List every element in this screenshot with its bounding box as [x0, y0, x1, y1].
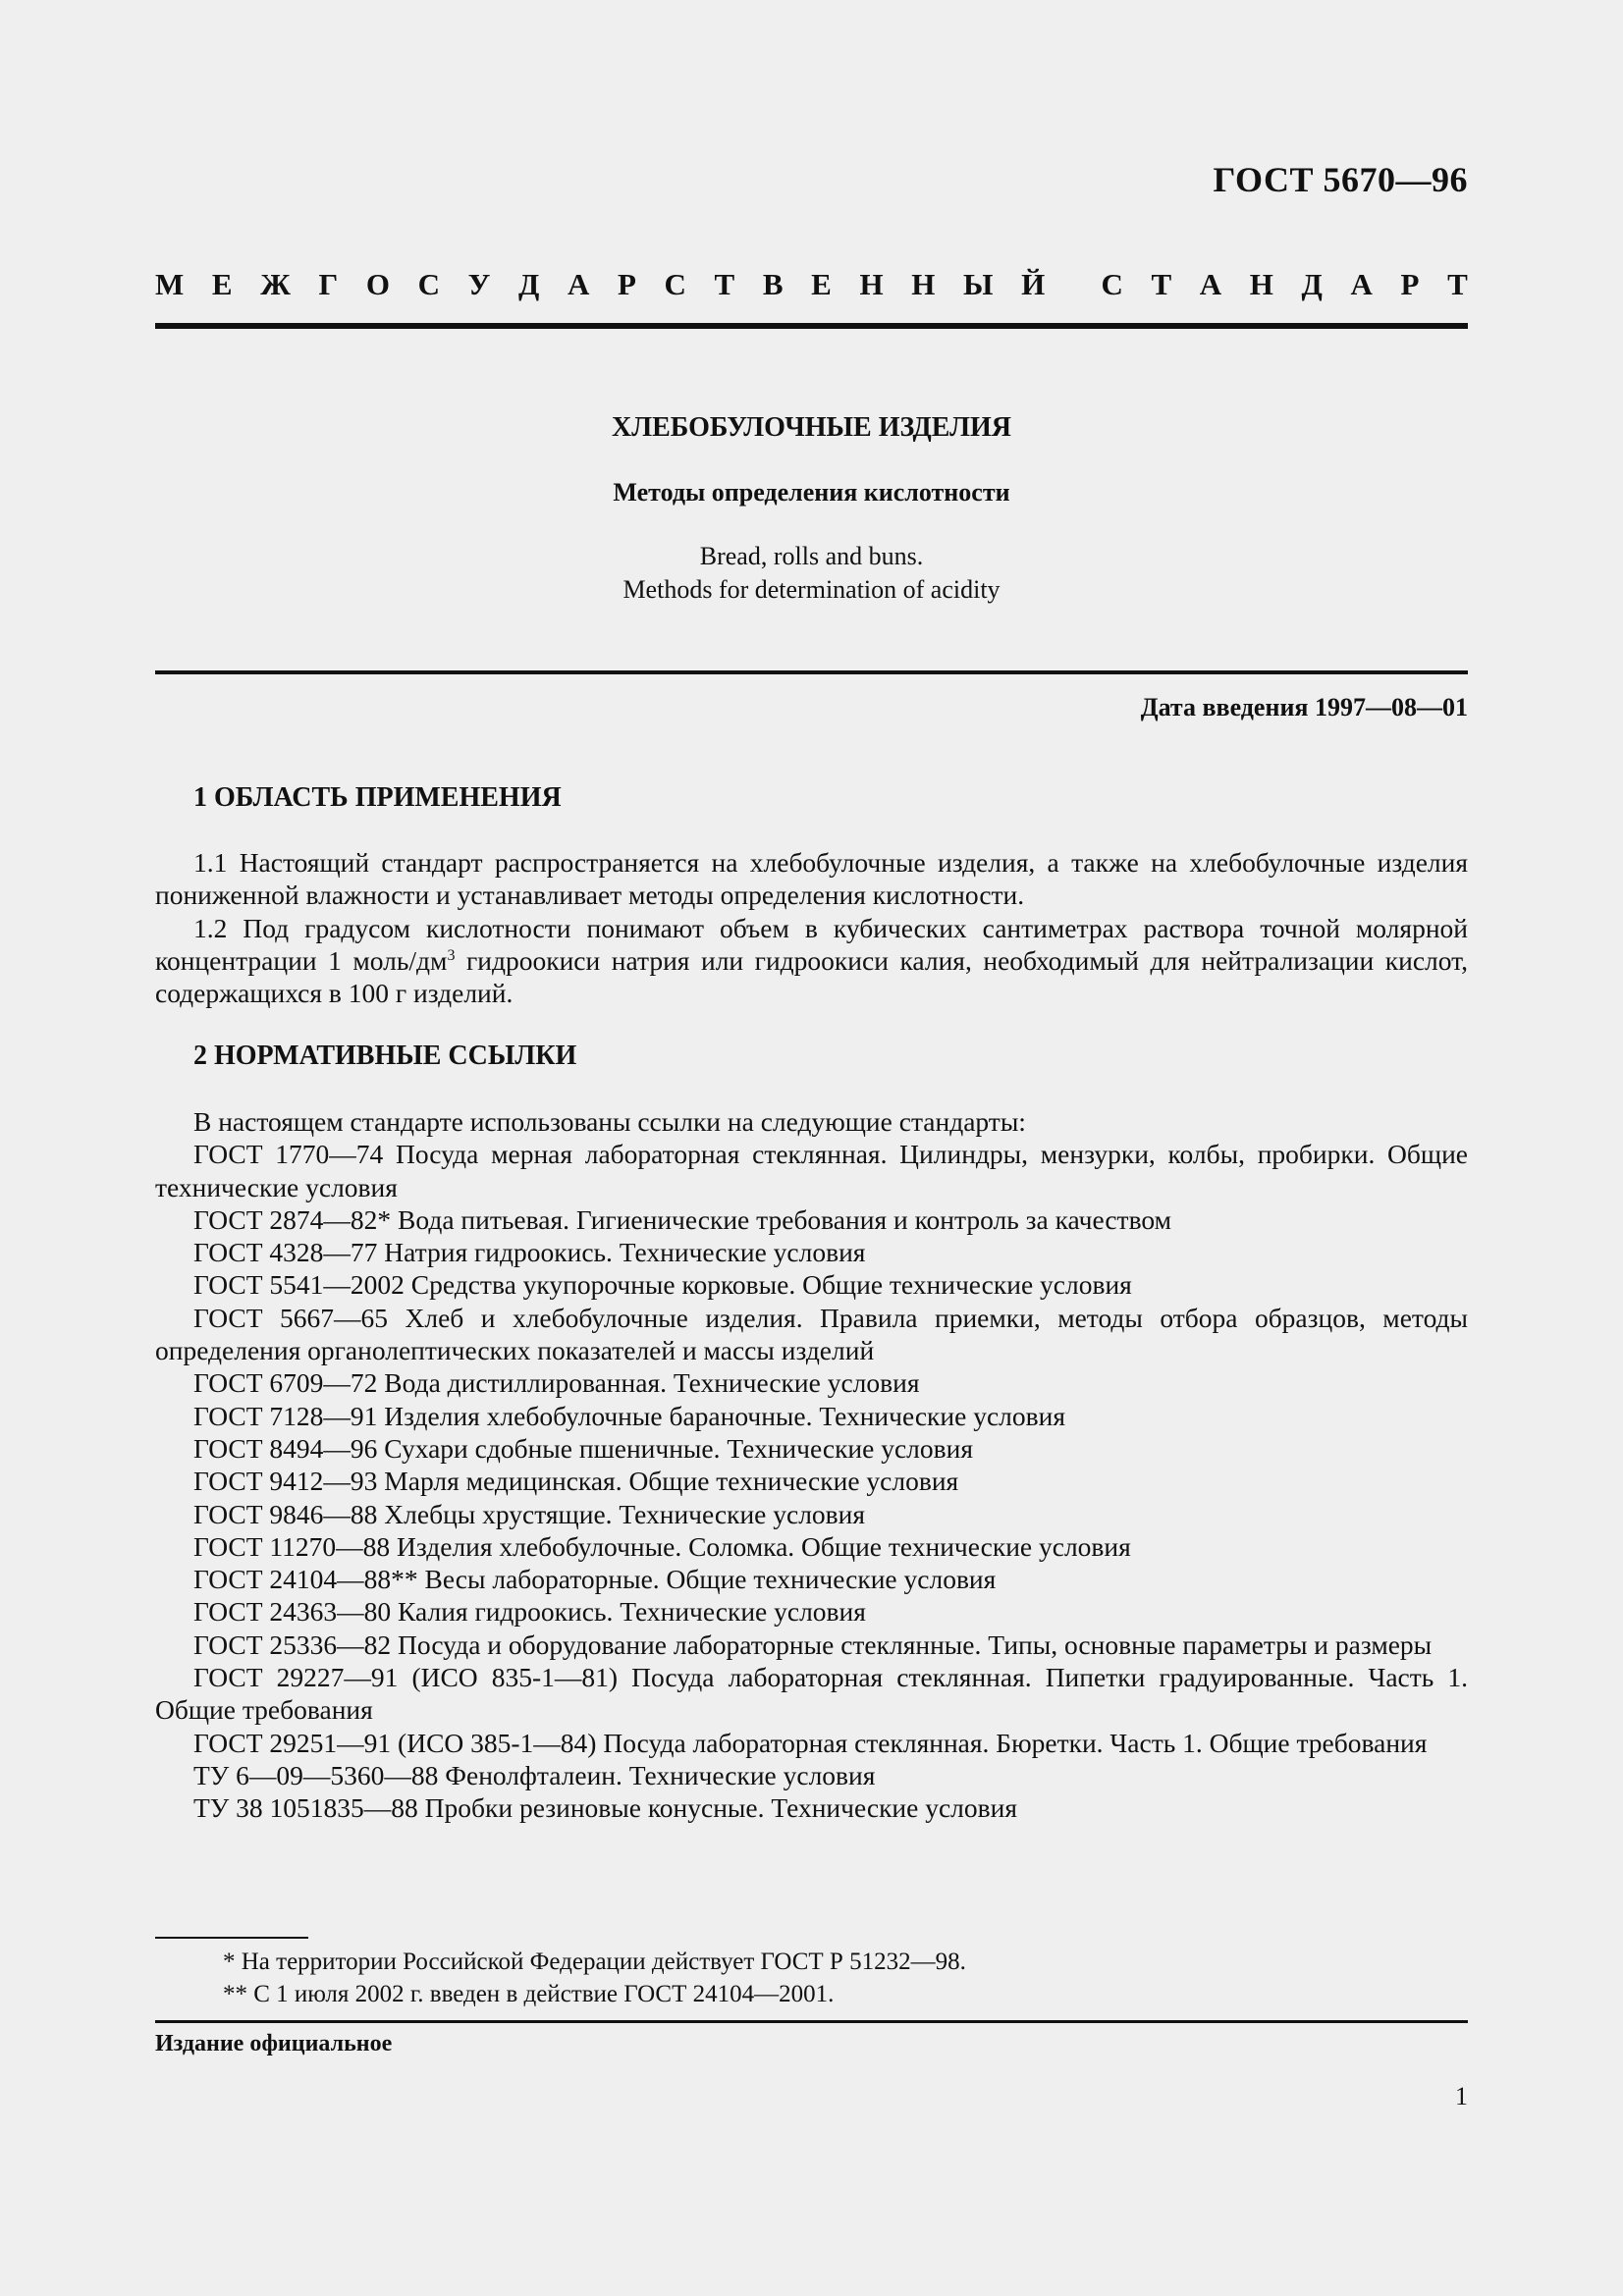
- letter: Й: [1021, 267, 1046, 301]
- reference-item: ГОСТ 5667—65 Хлеб и хлебобулочные изделия. Правила приемки, методы отбора образцов, методы определения органолептических показателей и массы изделий: [155, 1302, 1468, 1366]
- letter: А: [1350, 267, 1373, 301]
- section2-body: [155, 1105, 1468, 1825]
- letter: Ы: [962, 267, 994, 301]
- paragraph-1-2: [155, 912, 1468, 1010]
- section1-body: [155, 846, 1468, 1009]
- reference-item: ГОСТ 5541—2002 Средства укупорочные корковые. Общие технические условия: [193, 1269, 1132, 1301]
- letter: Ж: [260, 267, 291, 301]
- title-rule: [155, 670, 1468, 674]
- document-subtitle: Методы определения кислотности: [613, 478, 1010, 507]
- document-title: ХЛЕБОБУЛОЧНЫЕ ИЗДЕЛИЯ: [612, 412, 1011, 443]
- superscript: 3: [447, 946, 456, 964]
- letter: А: [1199, 267, 1222, 301]
- letter: Р: [617, 267, 636, 301]
- page-number: 1: [1455, 2082, 1468, 2110]
- reference-item: ГОСТ 1770—74 Посуда мерная лабораторная стеклянная. Цилиндры, мензурки, колбы, пробирки. Общие технические условия: [155, 1139, 1468, 1202]
- letter: А: [567, 267, 590, 301]
- reference-item: ГОСТ 24363—80 Калия гидроокись. Технические условия: [193, 1596, 866, 1628]
- letter: Е: [211, 267, 233, 301]
- official-edition-label: Издание официальное: [155, 2031, 393, 2056]
- section2-heading: 2 НОРМАТИВНЫЕ ССЫЛКИ: [193, 1041, 577, 1071]
- letter: У: [467, 267, 491, 301]
- letter: Д: [1301, 267, 1323, 301]
- reference-item: ГОСТ 9412—93 Марля медицинская. Общие технические условия: [193, 1466, 959, 1497]
- letter: М: [155, 267, 185, 301]
- letter: Д: [518, 267, 540, 301]
- letter: Г: [318, 267, 339, 301]
- reference-item: ГОСТ 6709—72 Вода дистиллированная. Технические условия: [193, 1367, 920, 1399]
- reference-item: ГОСТ 25336—82 Посуда и оборудование лабораторные стеклянные. Типы, основные параметры и размеры: [193, 1629, 1433, 1660]
- reference-item: ГОСТ 2874—82* Вода питьевая. Гигиенические требования и контроль за качеством: [193, 1203, 1171, 1235]
- letter: С: [417, 267, 440, 301]
- letter: С: [1101, 267, 1123, 301]
- letter: Т: [1151, 267, 1172, 301]
- reference-item: ГОСТ 9846—88 Хлебцы хрустящие. Технические условия: [193, 1498, 866, 1529]
- english-title-line1: Bread, rolls and buns.: [699, 542, 924, 570]
- reference-item: ГОСТ 8494—96 Сухари сдобные пшеничные. Технические условия: [193, 1432, 974, 1464]
- standard-designation: ГОСТ 5670—96: [1213, 160, 1468, 199]
- letter: Т: [1447, 267, 1468, 301]
- footnote-1: * На территории Российской Федерации действует ГОСТ Р 51232—98.: [223, 1949, 966, 1975]
- reference-item: ТУ 38 1051835—88 Пробки резиновые конусные. Технические условия: [193, 1792, 1018, 1824]
- footnotes: [155, 1946, 966, 2010]
- letter: Н: [859, 267, 884, 301]
- reference-item: ГОСТ 11270—88 Изделия хлебобулочные. Соломка. Общие технические условия: [193, 1530, 1131, 1562]
- references-intro: В настоящем стандарте использованы ссылки на следующие стандарты:: [193, 1106, 1026, 1137]
- introduction-date: Дата введения 1997—08—01: [1140, 693, 1468, 721]
- reference-item: ГОСТ 29251—91 (ИСО 385-1—84) Посуда лабораторная стеклянная. Бюретки. Часть 1. Общие требования: [193, 1727, 1428, 1758]
- letter: О: [365, 267, 390, 301]
- letter: Н: [911, 267, 936, 301]
- interstate-standard-heading: [155, 267, 1468, 302]
- header-rule: [155, 323, 1468, 329]
- paragraph-1-1: 1.1 Настоящий стандарт распространяется на хлебобулочные изделия, а также на хлебобулочные изделия пониженной влажности и устанавливает методы определения кислотности.: [155, 847, 1468, 911]
- section1-heading: 1 ОБЛАСТЬ ПРИМЕНЕНИЯ: [193, 782, 562, 813]
- letter: Т: [714, 267, 735, 301]
- reference-item: ГОСТ 7128—91 Изделия хлебобулочные бараночные. Технические условия: [193, 1400, 1065, 1431]
- letter: С: [664, 267, 686, 301]
- text: 1.2 Под градусом кислотности понимают объем в кубических сантиметрах раствора точной молярной концентрации 1 моль/дм: [155, 912, 1468, 976]
- footer-rule: [155, 2020, 1468, 2023]
- letter: В: [762, 267, 784, 301]
- letter: Н: [1249, 267, 1273, 301]
- reference-item: ТУ 6—09—5360—88 Фенолфталеин. Технические условия: [193, 1759, 876, 1790]
- letter: Р: [1400, 267, 1420, 301]
- text: гидроокиси натрия или гидроокиси калия, необходимый для нейтрализации кислот, содержащихся в 100 г изделий.: [155, 944, 1468, 1009]
- english-title-line2: Methods for determination of acidity: [622, 575, 1001, 604]
- footnote-2: ** С 1 июля 2002 г. введен в действие ГОСТ 24104—2001.: [223, 1981, 835, 2007]
- reference-item: ГОСТ 4328—77 Натрия гидроокись. Технические условия: [193, 1237, 866, 1268]
- reference-item: ГОСТ 24104—88** Весы лабораторные. Общие технические условия: [193, 1564, 997, 1595]
- footnote-rule: [155, 1937, 308, 1939]
- letter: Е: [811, 267, 832, 301]
- reference-item: ГОСТ 29227—91 (ИСО 835-1—81) Посуда лабораторная стеклянная. Пипетки градуированные. Часть 1. Общие требования: [155, 1662, 1468, 1726]
